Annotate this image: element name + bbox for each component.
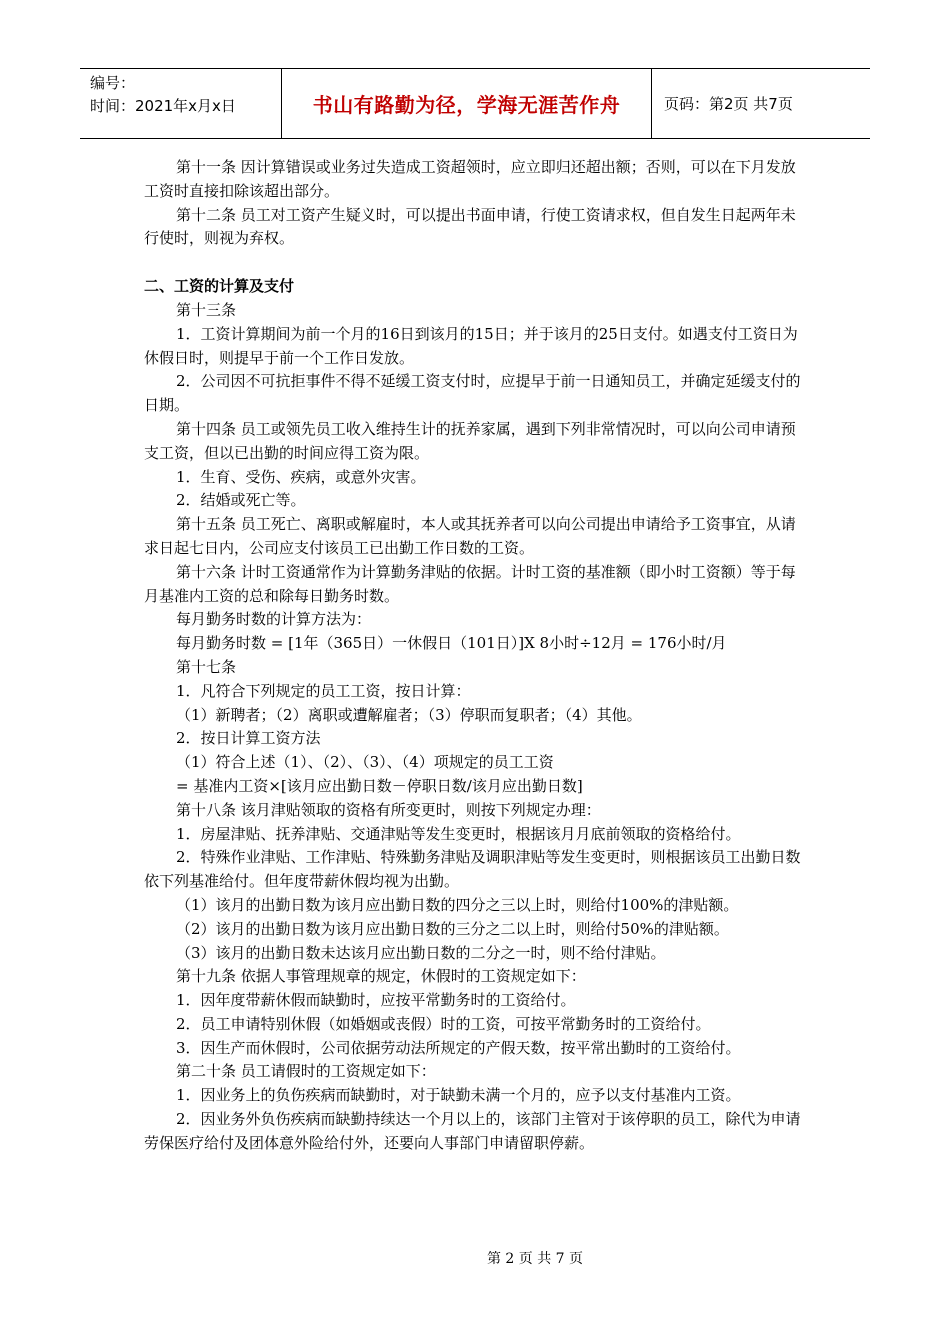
page-header [80,68,870,139]
article-17-item-2: 2．按日计算工资方法 [176,729,321,748]
article-18-sub-3: （3）该月的出勤日数未达该月应出勤日数的二分之一时，则不给付津贴。 [176,943,666,962]
article-18-sub-1: （1）该月的出勤日数为该月应出勤日数的四分之三以上时，则给付100%的津贴额。 [176,895,739,914]
article-16-formula: 每月勤务时数 = [1年（365日）一休假日（101日）]X 8小时÷12月 = 176小时/月 [176,634,727,653]
article-17-item-1: 1．凡符合下列规定的员工工资，按日计算： [176,681,471,700]
article-18-item-1: 1．房屋津贴、抚养津贴、交通津贴等发生变更时，根据该月月底前领取的资格给付。 [176,824,741,843]
article-19-item-1: 1．因年度带薪休假而缺勤时，应按平常勤务时的工资给付。 [176,991,576,1010]
article-12: 第十二条 员工对工资产生疑义时，可以提出书面申请，行使工资请求权，但自发生日起两年未行使时，则视为弃权。 [144,205,796,248]
article-16: 第十六条 计时工资通常作为计算勤务津贴的依据。计时工资的基准额（即小时工资额）等于每月基准内工资的总和除每日勤务时数。 [144,562,796,605]
page-footer [0,1248,950,1268]
article-18: 第十八条 该月津贴领取的资格有所变更时，则按下列规定办理： [176,800,601,819]
article-20: 第二十条 员工请假时的工资规定如下： [176,1062,436,1081]
header-meta [80,69,282,138]
article-16-formula-intro: 每月勤务时数的计算方法为： [176,610,372,629]
article-19-item-3: 3．因生产而休假时，公司依据劳动法所规定的产假天数，按平常出勤时的工资给付。 [176,1038,741,1057]
article-11: 第十一条 因计算错误或业务过失造成工资超领时，应立即归还超出额；否则，可以在下月发放工资时直接扣除该超出部分。 [144,158,796,200]
document-number: 编号： [90,74,136,92]
article-13-item-2: 2．公司因不可抗拒事件不得不延缓工资支付时，应提早于前一日通知员工，并确定延缓支付的日期。 [144,372,801,415]
article-19-item-2: 2．员工申请特别休假（如婚姻或丧假）时的工资，可按平常勤务时的工资给付。 [176,1014,711,1033]
header-page-info: 页码：第2页 共7页 [664,95,793,113]
document-date: 时间：2021年x月x日 [90,97,236,115]
header-motto: 书山有路勤为径，学海无涯苦作舟 [282,69,652,138]
article-17-title: 第十七条 [176,657,237,676]
article-17-item-1-list: （1）新聘者；（2）离职或遭解雇者；（3）停职而复职者；（4）其他。 [176,705,642,724]
section-heading: 二、工资的计算及支付 [144,277,295,296]
article-18-item-2: 2．特殊作业津贴、工作津贴、特殊勤务津贴及调职津贴等发生变更时，则根据该员工出勤日数依下列基准给付。但年度带薪休假均视为出勤。 [144,848,801,891]
article-13-item-1: 1．工资计算期间为前一个月的16日到该月的15日；并于该月的25日支付。如遇支付工资日为休假日时，则提早于前一个工作日发放。 [144,324,798,367]
article-13-title: 第十三条 [176,300,237,319]
article-18-sub-2: （2）该月的出勤日数为该月应出勤日数的三分之二以上时，则给付50%的津贴额。 [176,919,729,938]
article-17-item-2-sub: （1）符合上述（1）、（2）、（3）、（4）项规定的员工工资 [176,753,554,772]
article-19: 第十九条 依据人事管理规章的规定，休假时的工资规定如下： [176,967,586,986]
article-20-item-2: 2．因业务外负伤疾病而缺勤持续达一个月以上的，该部门主管对于该停职的员工，除代为申请劳保医疗给付及团体意外险给付外，还要向人事部门申请留职停薪。 [144,1110,801,1152]
article-17-formula: = 基准内工资×[该月应出勤日数－停职日数/该月应出勤日数] [176,776,583,795]
document-body [144,156,806,1156]
article-15: 第十五条 员工死亡、离职或解雇时，本人或其抚养者可以向公司提出申请给予工资事宜，从请求日起七日内，公司应支付该员工已出勤工作日数的工资。 [144,515,796,557]
article-14-item-1: 1．生育、受伤、疾病，或意外灾害。 [176,467,426,486]
article-20-item-1: 1．因业务上的负伤疾病而缺勤时，对于缺勤未满一个月的，应予以支付基准内工资。 [176,1086,741,1105]
footer-page-number: 第 2 页 共 7 页 [486,1251,584,1267]
article-14-item-2: 2．结婚或死亡等。 [176,491,306,510]
article-14: 第十四条 员工或领先员工收入维持生计的抚养家属，遇到下列非常情况时，可以向公司申请预支工资，但以已出勤的时间应得工资为限。 [144,419,796,462]
